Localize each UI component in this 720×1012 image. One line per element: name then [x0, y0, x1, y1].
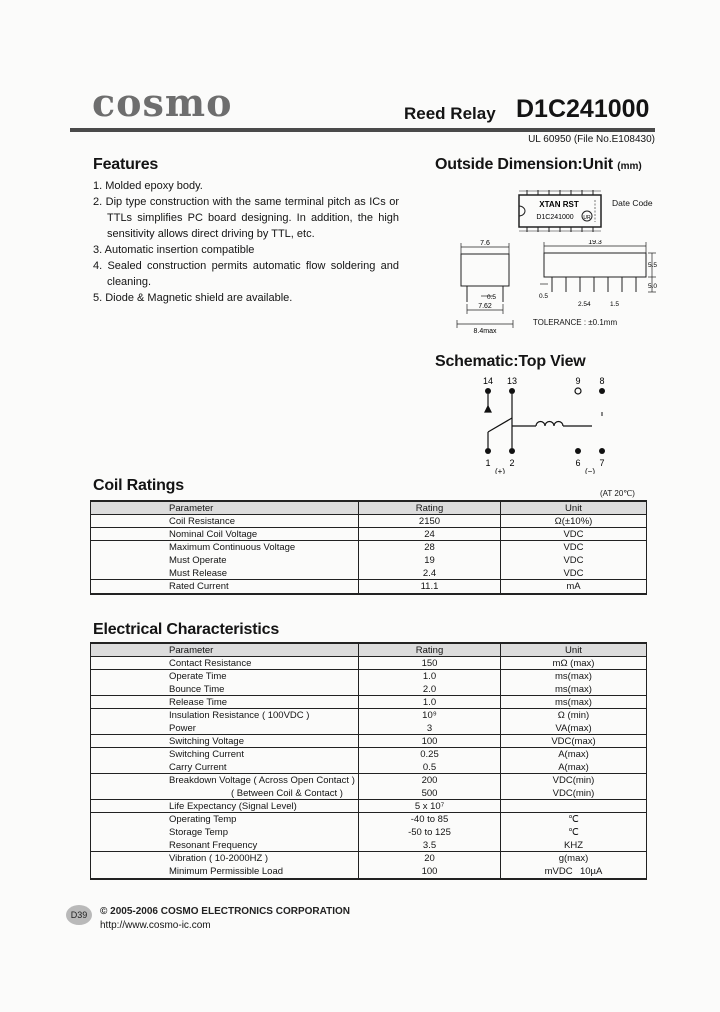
dim-front-max: 8.4max — [473, 328, 497, 335]
product-type: Reed Relay — [404, 104, 496, 123]
cell-parameter: Vibration ( 10-2000HZ ) — [91, 852, 359, 865]
dim-front-width: 7.6 — [480, 240, 490, 247]
cell-unit: mΩ (max) — [552, 657, 595, 669]
pin-label-7: 7 — [599, 458, 605, 468]
pin-label-9: 9 — [575, 376, 581, 386]
cell-unit: ms(max) — [555, 683, 592, 695]
table-header-row — [91, 502, 646, 515]
outside-dimension-title-text: Outside Dimension:Unit — [435, 156, 613, 173]
ul-mark-text: UR — [583, 215, 591, 221]
cell-unit: VDC(min) — [552, 787, 595, 799]
cell-parameter: Must Release — [91, 567, 359, 579]
cell-unit: ℃ — [568, 827, 579, 838]
pin-label-8: 8 — [599, 376, 605, 386]
pin-9-open-dot — [575, 388, 581, 394]
package-marking-line1: XTAN RST — [539, 200, 579, 209]
cell-parameter: Operating Temp — [91, 813, 359, 826]
cell-parameter: Nominal Coil Voltage — [91, 528, 359, 540]
cell-parameter: Switching Current — [91, 748, 359, 761]
cell-parameter: Bounce Time — [91, 683, 359, 695]
dim-side-standoff: 5.0 — [647, 283, 657, 290]
electrical-title: Electrical Characteristics — [93, 621, 280, 638]
cell-parameter: Life Expectancy (Signal Level) — [91, 800, 359, 812]
ul-file-note: UL 60950 (File No.E108430) — [528, 134, 655, 145]
cell-rating: 10⁹ — [359, 709, 501, 722]
table-row — [91, 657, 646, 670]
pin-label-14: 14 — [482, 376, 494, 386]
date-code-label: Date Code — [612, 198, 653, 208]
cell-rating: 20 — [359, 852, 501, 865]
cell-unit: A(max) — [558, 749, 589, 760]
cell-parameter: Must Operate — [91, 554, 359, 567]
table-row — [91, 839, 646, 852]
package-outline — [505, 188, 610, 234]
cell-parameter: Operate Time — [91, 670, 359, 683]
cell-unit: g(max) — [558, 853, 589, 864]
feature-item: 2. Dip type construction with the same terminal pitch as ICs or TTLs simplifies PC board designing. In addition, the high sensitivity allows direct driving by TTL, etc. — [93, 196, 399, 240]
cell-unit: mVDC 10µA — [544, 866, 603, 877]
table-row — [91, 735, 646, 748]
pin-label-6: 6 — [575, 458, 581, 468]
cell-rating: 1.0 — [359, 670, 501, 683]
table-row — [91, 709, 646, 722]
cell-parameter: Contact Resistance — [91, 657, 359, 669]
cell-unit: VDC — [563, 567, 584, 579]
feature-item: 4. Sealed construction permits automatic flow soldering and cleaning. — [93, 260, 399, 288]
cell-rating: 28 — [359, 541, 501, 554]
table-row — [91, 787, 646, 800]
reed-switch-symbol — [485, 394, 512, 448]
table-row — [91, 528, 646, 541]
cell-unit: mA — [566, 581, 581, 592]
cell-unit: ms(max) — [555, 696, 592, 708]
table-row — [91, 800, 646, 813]
cell-parameter: Power — [91, 722, 359, 734]
coil-ratings-title: Coil Ratings — [93, 477, 184, 494]
cell-unit: Ω(±10%) — [554, 515, 593, 527]
table-header-row — [91, 644, 646, 657]
cell-parameter: Breakdown Voltage ( Across Open Contact ) — [91, 774, 359, 787]
pin-label-2: 2 — [509, 458, 515, 468]
coil-symbol — [512, 412, 602, 426]
coil-polarity-plus: (+) — [495, 467, 505, 474]
cell-unit: VDC — [563, 555, 584, 566]
cell-rating: 5 x 10⁷ — [359, 800, 501, 812]
cell-rating: 100 — [359, 865, 501, 878]
feature-item: 3. Automatic insertion compatible — [93, 244, 255, 256]
cell-unit: Ω (min) — [557, 710, 590, 721]
cell-unit: VDC — [563, 542, 584, 553]
table-row — [91, 541, 646, 554]
cell-unit: A(max) — [558, 761, 589, 773]
table-row — [91, 580, 646, 593]
dim-front-spread: 7.62 — [478, 303, 492, 310]
cell-unit — [501, 800, 646, 812]
features-list — [93, 178, 399, 306]
electrical-table — [90, 642, 647, 880]
dim-side-height: 5.5 — [647, 262, 657, 269]
cell-rating: -50 to 125 — [359, 826, 501, 839]
schematic-drawing — [462, 374, 637, 479]
outside-dimension-title — [435, 156, 642, 174]
table-row — [91, 748, 646, 761]
coil-polarity-minus: (−) — [585, 467, 595, 474]
cell-parameter: Maximum Continuous Voltage — [91, 541, 359, 554]
dim-side-lead-width: 0.5 — [539, 293, 549, 300]
cell-rating: 24 — [359, 528, 501, 540]
table-row — [91, 761, 646, 774]
coil-ratings-table — [90, 500, 647, 595]
cell-rating: 200 — [359, 774, 501, 787]
page-badge: D39 — [66, 905, 92, 925]
cell-rating: -40 to 85 — [359, 813, 501, 826]
cell-rating: 2.4 — [359, 567, 501, 579]
table-row — [91, 683, 646, 696]
dim-side-pitch: 2.54 — [578, 301, 591, 308]
cell-parameter: ( Between Coil & Contact ) — [91, 787, 359, 799]
column-header-parameter: Parameter — [91, 502, 359, 514]
dim-side-length: 19.3 — [588, 240, 602, 246]
part-number: D1C241000 — [516, 95, 650, 123]
table-row — [91, 670, 646, 683]
cell-rating: 0.25 — [359, 748, 501, 761]
cell-rating: 19 — [359, 554, 501, 567]
features-title: Features — [93, 156, 159, 173]
cell-rating: 150 — [359, 657, 501, 669]
cell-parameter: Switching Voltage — [91, 735, 359, 747]
cell-unit: VA(max) — [555, 722, 592, 734]
cell-parameter: Insulation Resistance ( 100VDC ) — [91, 709, 359, 722]
cell-rating: 500 — [359, 787, 501, 799]
cell-rating: 11.1 — [359, 580, 501, 593]
cell-rating: 3 — [359, 722, 501, 734]
cell-unit: ms(max) — [555, 671, 592, 682]
coil-ratings-condition: (AT 20℃) — [600, 489, 635, 498]
cosmo-logo: cosmo — [92, 80, 233, 125]
table-row — [91, 696, 646, 709]
cell-rating: 1.0 — [359, 696, 501, 708]
table-row — [91, 813, 646, 826]
pin-dots — [485, 388, 605, 454]
cell-unit: ℃ — [568, 814, 579, 825]
schematic-title: Schematic:Top View — [435, 353, 586, 370]
cell-rating: 2150 — [359, 515, 501, 527]
table-row — [91, 774, 646, 787]
cell-rating: 100 — [359, 735, 501, 747]
cell-parameter: Carry Current — [91, 761, 359, 773]
pin-label-13: 13 — [506, 376, 518, 386]
dim-front-lead: 0.5 — [487, 294, 497, 301]
cell-unit: VDC — [563, 528, 584, 540]
cell-rating: 3.5 — [359, 839, 501, 851]
copyright-text: © 2005-2006 COSMO ELECTRONICS CORPORATION — [100, 906, 351, 917]
cell-unit: KHZ — [564, 839, 583, 851]
header-rule — [70, 128, 655, 132]
column-header-unit: Unit — [565, 502, 582, 514]
feature-item: 5. Diode & Magnetic shield are available. — [93, 292, 293, 304]
package-top-view-drawing — [505, 188, 665, 234]
column-header-parameter: Parameter — [91, 644, 359, 656]
column-header-unit: Unit — [565, 644, 582, 656]
feature-item: 1. Molded epoxy body. — [93, 180, 203, 192]
table-row — [91, 852, 646, 865]
table-row — [91, 515, 646, 528]
cell-unit: VDC(max) — [551, 735, 596, 747]
table-row — [91, 826, 646, 839]
outside-dimension-unit: (mm) — [617, 161, 642, 172]
website-url: http://www.cosmo-ic.com — [100, 920, 211, 931]
cell-parameter: Minimum Permissible Load — [91, 865, 359, 878]
dim-side-lead-len: 1.5 — [610, 301, 620, 308]
pin-label-1: 1 — [485, 458, 491, 468]
cell-rating: 0.5 — [359, 761, 501, 773]
cell-parameter: Coil Resistance — [91, 515, 359, 527]
package-marking-line2: D1C241000 — [536, 214, 574, 221]
column-header-rating: Rating — [359, 644, 501, 656]
cell-parameter: Rated Current — [91, 580, 359, 593]
tolerance-note: TOLERANCE : ±0.1mm — [532, 318, 618, 327]
table-row — [91, 722, 646, 735]
table-row — [91, 865, 646, 878]
cell-parameter: Storage Temp — [91, 826, 359, 839]
dimension-side-view — [538, 240, 658, 325]
cell-rating: 2.0 — [359, 683, 501, 695]
table-row — [91, 554, 646, 567]
cell-parameter: Resonant Frequency — [91, 839, 359, 851]
column-header-rating: Rating — [359, 502, 501, 514]
cell-unit: VDC(min) — [552, 775, 595, 786]
table-row — [91, 567, 646, 580]
cell-parameter: Release Time — [91, 696, 359, 708]
